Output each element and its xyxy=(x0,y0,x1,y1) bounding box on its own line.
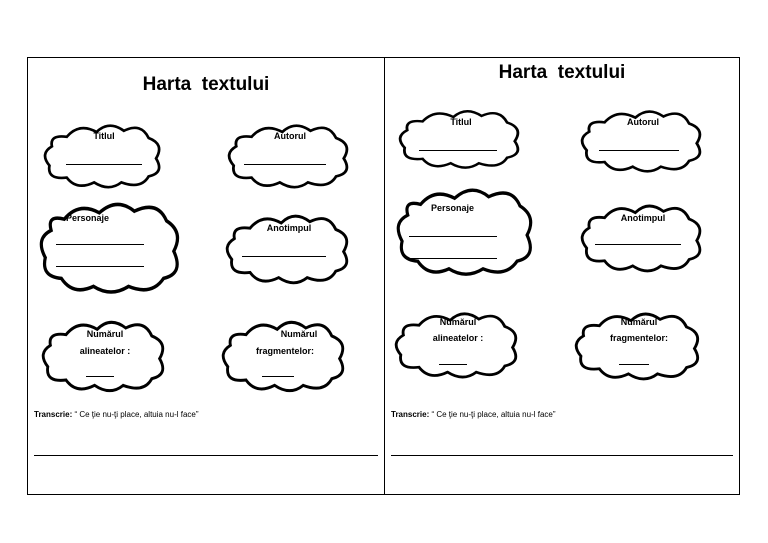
cloud-anotimpul xyxy=(579,200,707,276)
transcrie-label: Transcrie: xyxy=(391,410,430,419)
answer-line xyxy=(599,150,679,151)
writing-line xyxy=(34,455,378,456)
cloud-numarul-fragmentelor xyxy=(573,308,705,384)
cloud-titlul xyxy=(42,120,166,192)
answer-line xyxy=(595,244,681,245)
cloud-numarul-alineatelor xyxy=(393,308,523,382)
transcrie-instruction xyxy=(391,410,556,419)
cloud-label: Numărul xyxy=(620,317,658,327)
answer-line xyxy=(409,236,497,237)
cloud-label: Numărul xyxy=(86,329,124,339)
worksheet-panel-right xyxy=(385,58,739,494)
transcrie-quote: “ Ce ţie nu-ţi place, altuia nu-l face” xyxy=(429,410,556,419)
cloud-autorul xyxy=(579,106,707,176)
cloud-label: Autorul xyxy=(274,131,306,141)
cloud-numarul-fragmentelor xyxy=(220,316,350,396)
transcrie-quote: “ Ce ţie nu-ţi place, altuia nu-l face” xyxy=(72,410,199,419)
worksheet-sheet xyxy=(27,57,740,495)
transcrie-label: Transcrie: xyxy=(34,410,73,419)
cloud-label: fragmentelor: xyxy=(609,333,668,343)
answer-line xyxy=(262,376,294,377)
answer-line xyxy=(86,376,114,377)
answer-line xyxy=(619,364,649,365)
cloud-personaje xyxy=(395,186,537,278)
answer-line xyxy=(409,258,497,259)
cloud-label: Titlul xyxy=(93,131,115,141)
cloud-label: Personaje xyxy=(66,213,110,223)
cloud-numarul-alineatelor xyxy=(40,316,170,396)
panel-title: Harta textului xyxy=(142,74,270,95)
cloud-anotimpul xyxy=(224,210,354,288)
cloud-label: Numărul xyxy=(439,317,477,327)
answer-line xyxy=(56,244,144,245)
cloud-label: Anotimpul xyxy=(620,213,666,223)
answer-line xyxy=(244,164,326,165)
answer-line xyxy=(439,364,467,365)
cloud-label: Autorul xyxy=(627,117,659,127)
cloud-autorul xyxy=(226,120,354,192)
cloud-label: Anotimpul xyxy=(266,223,312,233)
answer-line xyxy=(56,266,144,267)
answer-line xyxy=(242,256,326,257)
transcrie-instruction xyxy=(34,410,199,419)
worksheet-panel-left xyxy=(28,58,385,494)
panel-title: Harta textului xyxy=(498,62,626,83)
cloud-label: alineatelor : xyxy=(432,333,484,343)
cloud-label: fragmentelor: xyxy=(255,346,314,356)
answer-line xyxy=(419,150,497,151)
cloud-label: Personaje xyxy=(431,203,475,213)
cloud-titlul xyxy=(397,106,525,172)
answer-line xyxy=(66,164,142,165)
cloud-label: Numărul xyxy=(280,329,318,339)
cloud-personaje xyxy=(38,200,184,296)
cloud-label: alineatelor : xyxy=(79,346,131,356)
cloud-label: Titlul xyxy=(450,117,472,127)
writing-line xyxy=(391,455,733,456)
